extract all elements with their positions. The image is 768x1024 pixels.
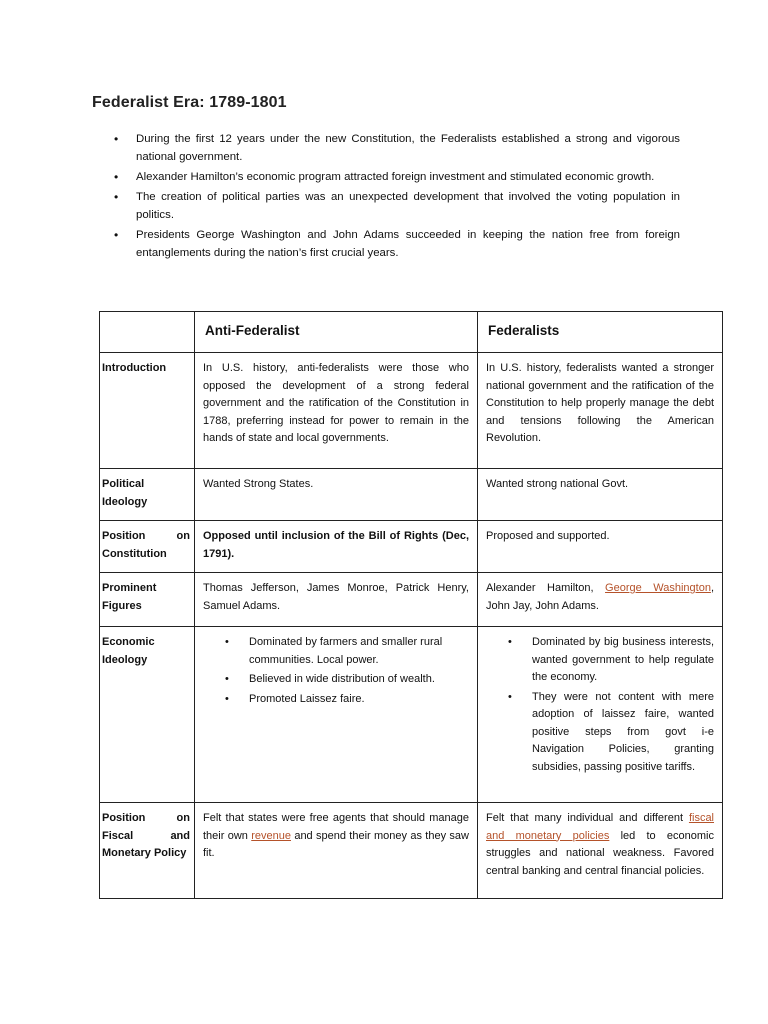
header-empty-cell [100,312,195,353]
page-title: Federalist Era: 1789-1801 [92,94,287,111]
cell-fed-fiscal-monetary [478,803,723,899]
george-washington-link[interactable]: George Washington [605,582,711,594]
cell-fed-introduction: In U.S. history, federalists wanted a stronger national government and the ratification of the Constitution to help properly manage the debt and tensions following the American Revolution. [478,353,723,469]
list-item: • Believed in wide distribution of wealth. [203,671,469,689]
table-row [100,353,723,469]
table-row [100,469,723,521]
fed-fiscal-prefix: Felt that many individual and different [486,812,689,824]
fed-figures-suffix: , John Jay, John Adams. [486,582,714,612]
cell-fed-position-constitution: Proposed and supported. [478,521,723,573]
cell-anti-political-ideology: Wanted Strong States. [195,469,478,521]
bullet-item: • Presidents George Washington and John Adams succeeded in keeping the nation free from foreign entanglements during the nation’s first crucial years. [112,226,680,262]
list-item: • Promoted Laissez faire. [203,691,469,709]
bullet-item: • The creation of political parties was an unexpected development that involved the voting population in politics. [112,188,680,224]
list-item: • They were not content with mere adoption of laissez faire, wanted positive steps from govt i-e Navigation Policies, granting subsidies, passing positive tariffs. [486,689,714,777]
fiscal-monetary-policies-link[interactable]: fiscal and monetary policies [486,812,714,842]
table-row [100,573,723,627]
anti-fiscal-prefix: Felt that states were free agents that should manage their own [203,812,469,842]
anti-economic-list [203,634,469,708]
header-federalists: Federalists [478,312,723,353]
row-label-political-ideology: Political Ideology [100,469,195,521]
cell-anti-prominent-figures: Thomas Jefferson, James Monroe, Patrick Henry, Samuel Adams. [195,573,478,627]
table-row [100,627,723,803]
bullet-item: • Alexander Hamilton’s economic program attracted foreign investment and stimulated economic growth. [112,168,680,186]
list-item: • Dominated by farmers and smaller rural communities. Local power. [203,634,469,669]
cell-anti-fiscal-monetary [195,803,478,899]
header-anti-federalist: Anti-Federalist [195,312,478,353]
anti-fiscal-suffix: and spend their money as they saw fit. [203,829,469,859]
cell-fed-political-ideology: Wanted strong national Govt. [478,469,723,521]
cell-anti-position-constitution: Opposed until inclusion of the Bill of Rights (Dec, 1791). [195,521,478,573]
cell-anti-economic-ideology [195,627,478,803]
cell-fed-economic-ideology [478,627,723,803]
row-label-prominent-figures: Prominent Figures [100,573,195,627]
row-label-introduction: Introduction [100,353,195,469]
row-label-economic-ideology: Economic Ideology [100,627,195,803]
revenue-link[interactable]: revenue [251,829,291,842]
bullet-item: • During the first 12 years under the new Constitution, the Federalists established a strong and vigorous national government. [112,130,680,166]
table-header-row [100,312,723,353]
fed-figures-prefix: Alexander Hamilton, [486,582,606,594]
table-row [100,521,723,573]
row-label-position-constitution: Position on Constitution [100,521,195,573]
cell-anti-introduction: In U.S. history, anti-federalists were those who opposed the development of a strong federal government and the ratification of the Constitution in 1788, preferring instead for power to remain in the hands of state and local governments. [195,353,478,469]
cell-fed-prominent-figures [478,573,723,627]
fed-economic-list [486,634,714,776]
list-item: • Dominated by big business interests, wanted government to help regulate the economy. [486,634,714,687]
row-label-fiscal-monetary: Position on Fiscal and Monetary Policy [100,803,195,899]
fed-fiscal-suffix: led to economic struggles and national weakness. Favored central banking and central financial policies. [486,829,714,877]
summary-bullet-list [112,130,680,264]
table-row [100,803,723,899]
comparison-table [99,311,723,899]
